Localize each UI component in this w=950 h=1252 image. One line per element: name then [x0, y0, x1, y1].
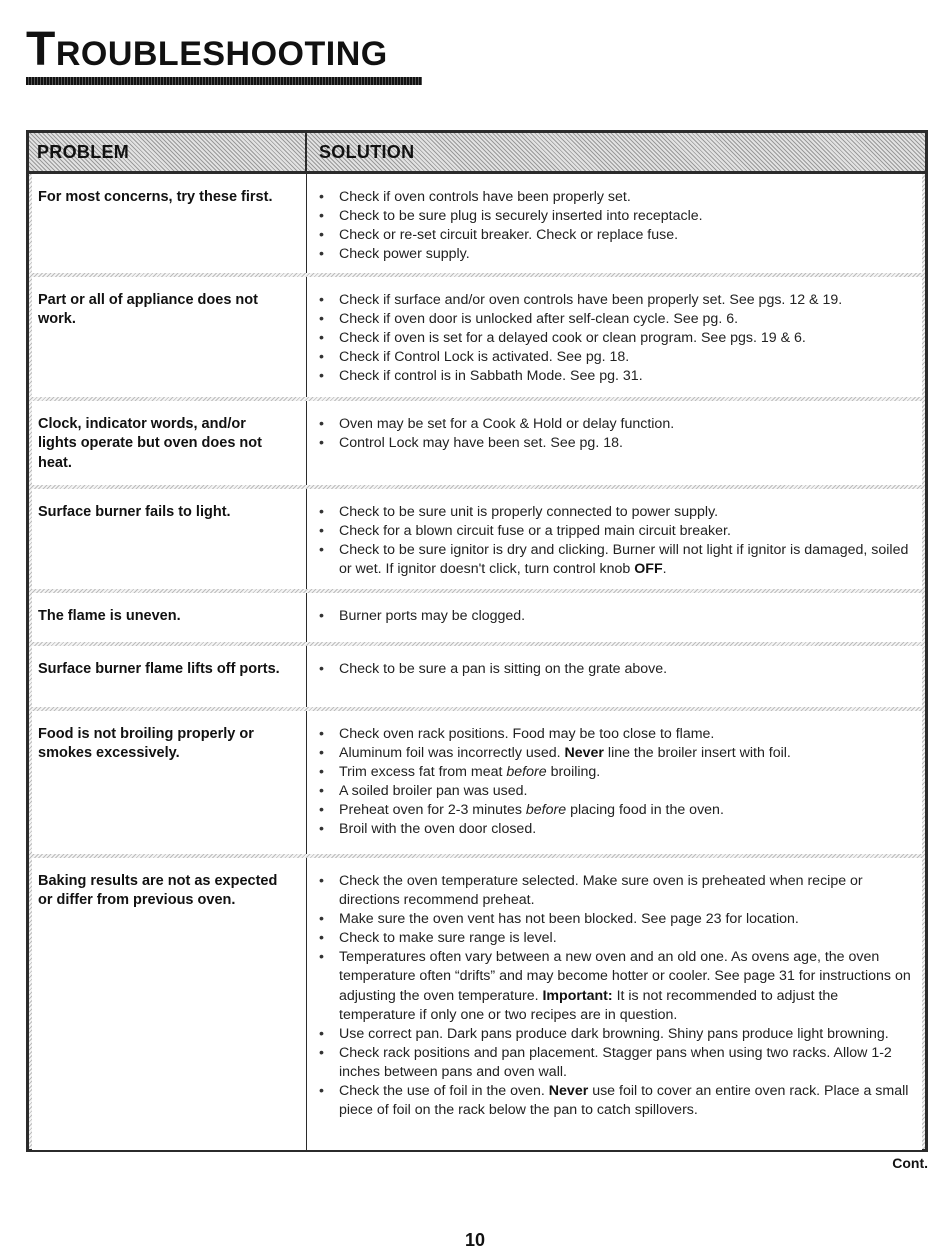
- column-divider: [306, 401, 307, 485]
- header-problem: PROBLEM: [37, 142, 130, 162]
- page-title-first-letter: T: [26, 23, 56, 76]
- table-header: [29, 133, 925, 174]
- table-row: [32, 489, 922, 589]
- continued-label: Cont.: [892, 1155, 928, 1171]
- solution-item: • Check oven rack positions. Food may be too close to flame.: [317, 725, 917, 744]
- page-number: 10: [464, 1230, 486, 1250]
- solution-text: Aluminum foil was incorrectly used.: [339, 745, 565, 762]
- solution-item: • Check rack positions and pan placement. Stagger pans when using two racks. Allow 1-2 inches between pans and oven wall.: [317, 1044, 917, 1082]
- column-divider: [306, 711, 307, 854]
- solution-emphasis-bold: Never: [548, 1083, 589, 1100]
- solution-item: • Check to make sure range is level.: [317, 929, 917, 948]
- solution-item: • Check to be sure unit is properly connected to power supply.: [317, 503, 917, 522]
- column-divider: [306, 489, 307, 589]
- solution-item: • A soiled broiler pan was used.: [317, 782, 917, 801]
- solution-list: [317, 291, 917, 386]
- solution-item: [317, 541, 917, 579]
- problem-text: Part or all of appliance does not work.: [38, 292, 258, 328]
- solution-text: Trim excess fat from meat: [339, 764, 507, 781]
- table-row: [32, 277, 922, 397]
- solution-item: [317, 763, 917, 782]
- column-divider: [306, 277, 307, 397]
- troubleshooting-table: [26, 130, 928, 1152]
- solution-list: [317, 725, 917, 840]
- solution-text-after: line the broiler insert with foil.: [603, 745, 791, 762]
- problem-text: Clock, indicator words, and/or lights operate but oven does not heat.: [38, 416, 262, 471]
- solution-item: • Check the oven temperature selected. Make sure oven is preheated when recipe or directions recommend preheat.: [317, 872, 917, 910]
- solution-emphasis-bold: OFF: [634, 561, 663, 578]
- solution-list: [317, 660, 917, 679]
- table-row: [32, 401, 922, 485]
- solution-item: • Check power supply.: [317, 245, 917, 264]
- solution-list: [317, 872, 917, 1120]
- solution-item: • Check if control is in Sabbath Mode. See pg. 31.: [317, 367, 917, 386]
- solution-list: [317, 415, 917, 453]
- table-row: [32, 593, 922, 642]
- solution-emphasis-italic: before: [506, 764, 547, 781]
- solution-item: • Oven may be set for a Cook & Hold or delay function.: [317, 415, 917, 434]
- solution-item: • Check if oven controls have been properly set.: [317, 188, 917, 207]
- solution-item: • Check if oven door is unlocked after self-clean cycle. See pg. 6.: [317, 310, 917, 329]
- solution-item: • Check if Control Lock is activated. See pg. 18.: [317, 348, 917, 367]
- solution-emphasis-bold: Important:: [542, 987, 613, 1004]
- solution-item: • Check for a blown circuit fuse or a tripped main circuit breaker.: [317, 522, 917, 541]
- column-divider: [306, 174, 307, 273]
- title-underline: [26, 77, 422, 85]
- column-divider: [306, 646, 307, 707]
- solution-item: • Check to be sure a pan is sitting on the grate above.: [317, 660, 917, 679]
- column-divider: [306, 593, 307, 642]
- page-title-rest: ROUBLESHOOTING: [55, 35, 388, 73]
- solution-item: • Check to be sure plug is securely inserted into receptacle.: [317, 207, 917, 226]
- solution-item: • Burner ports may be clogged.: [317, 607, 917, 626]
- solution-item: [317, 744, 917, 763]
- solution-item: [317, 1082, 917, 1120]
- solution-text-after: .: [662, 561, 667, 578]
- problem-text: For most concerns, try these first.: [38, 189, 273, 205]
- problem-text: Food is not broiling properly or smokes excessively.: [38, 726, 254, 762]
- solution-list: [317, 503, 917, 579]
- problem-text: Surface burner flame lifts off ports.: [38, 661, 280, 677]
- solution-text-after: It is not recommended to adjust the temperature if only one or two recipes are in question.: [339, 987, 839, 1023]
- solution-item: [317, 801, 917, 820]
- table-row: [32, 711, 922, 854]
- solution-item: [317, 948, 917, 1024]
- solution-item: • Check if surface and/or oven controls have been properly set. See pgs. 12 & 19.: [317, 291, 917, 310]
- table-row: [32, 646, 922, 707]
- solution-item: • Control Lock may have been set. See pg. 18.: [317, 434, 917, 453]
- solution-item: • Use correct pan. Dark pans produce dark browning. Shiny pans produce light browning.: [317, 1025, 917, 1044]
- column-divider: [306, 858, 307, 1150]
- problem-text: The flame is uneven.: [38, 608, 181, 624]
- solution-text-after: broiling.: [546, 764, 601, 781]
- solution-item: • Check if oven is set for a delayed cook or clean program. See pgs. 19 & 6.: [317, 329, 917, 348]
- solution-text: Check the use of foil in the oven.: [339, 1083, 549, 1100]
- page-title: [26, 22, 388, 77]
- solution-list: [317, 188, 917, 264]
- solution-text-after: placing food in the oven.: [566, 802, 724, 819]
- solution-text: Check to be sure ignitor is dry and clicking. Burner will not light if ignitor is damaged, soiled or wet. If ignitor doesn't click, turn control knob: [339, 542, 909, 578]
- problem-text: Baking results are not as expected or differ from previous oven.: [38, 873, 278, 909]
- table-row: [32, 174, 922, 273]
- header-solution: SOLUTION: [319, 142, 415, 162]
- solution-text-after: use foil to cover an entire oven rack. Place a small piece of foil on the rack below the pan to catch spillovers.: [339, 1083, 909, 1119]
- table-row: [32, 858, 922, 1150]
- header-divider: [305, 133, 307, 171]
- solution-item: • Broil with the oven door closed.: [317, 820, 917, 839]
- solution-emphasis-italic: before: [525, 802, 567, 819]
- solution-emphasis-bold: Never: [564, 745, 604, 762]
- solution-item: • Check or re-set circuit breaker. Check or replace fuse.: [317, 226, 917, 245]
- solution-text: Preheat oven for 2-3 minutes: [339, 802, 526, 819]
- solution-text: Temperatures often vary between a new oven and an old one. As ovens age, the oven temperature often “drifts” and may become hotter or cooler. See page 31 for instructions on adjusting the oven temperature.: [339, 949, 911, 1004]
- solution-list: [317, 607, 917, 626]
- problem-text: Surface burner fails to light.: [38, 504, 231, 520]
- solution-item: • Make sure the oven vent has not been blocked. See page 23 for location.: [317, 910, 917, 929]
